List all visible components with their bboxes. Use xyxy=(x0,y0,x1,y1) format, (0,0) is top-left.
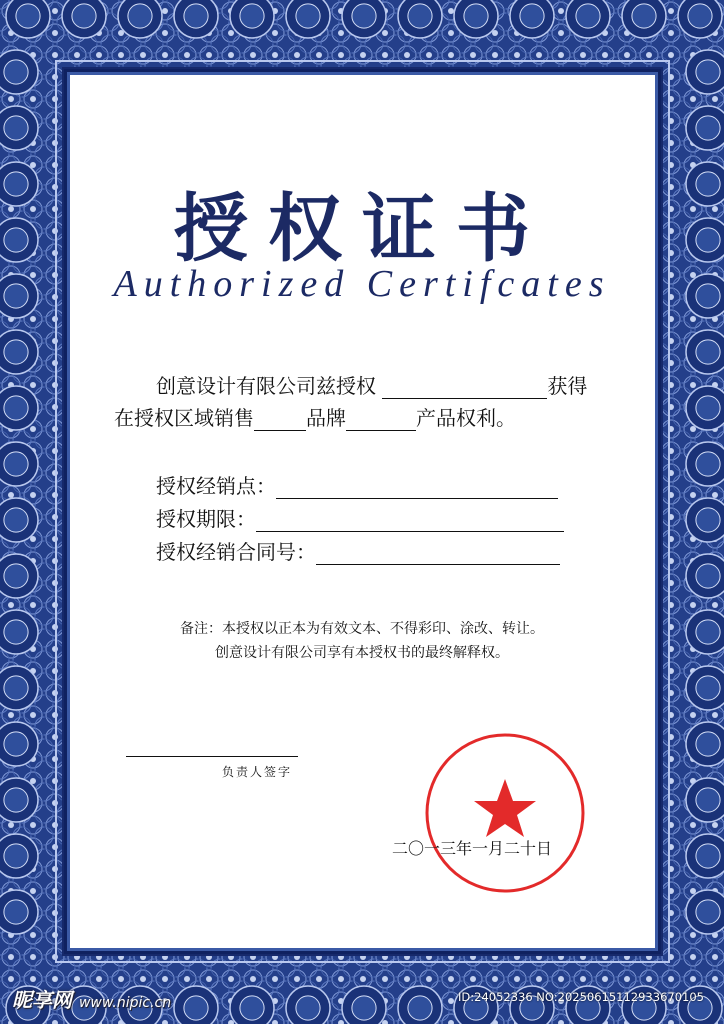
dealer-field xyxy=(156,470,558,499)
red-circle-star-seal-icon xyxy=(424,732,586,894)
certificate-title: 授权证书 xyxy=(174,186,550,272)
watermark-site xyxy=(12,984,171,1013)
certificate-subtitle: Authorized Certifcates xyxy=(113,263,611,305)
region-blank[interactable] xyxy=(254,410,306,431)
period-blank[interactable] xyxy=(256,511,564,532)
issue-date: 二〇一三年一月二十日 xyxy=(392,839,553,858)
authorization-text-2b: 品牌 xyxy=(306,406,346,430)
signature-label: 负责人签字 xyxy=(222,765,293,779)
authorization-line-1 xyxy=(156,370,587,399)
watermark-id: ID:24052336 NO:20250615112933670105 xyxy=(458,990,704,1004)
dealer-label: 授权经销点： xyxy=(156,474,276,498)
watermark-site-url: www.nipic.cn xyxy=(78,995,172,1011)
note-line-2: 创意设计有限公司享有本授权书的最终解释权。 xyxy=(215,645,509,661)
signature-line[interactable] xyxy=(126,756,298,757)
brand-blank[interactable] xyxy=(346,410,416,431)
period-label: 授权期限： xyxy=(156,507,256,531)
note-line-1: 备注：本授权以正本为有效文本、不得彩印、涂改、转让。 xyxy=(180,621,544,637)
authorization-line-2 xyxy=(114,402,516,431)
authorization-text-1a: 创意设计有限公司兹授权 xyxy=(156,374,376,398)
authorization-text-2a: 在授权区域销售 xyxy=(114,406,254,430)
licensee-blank[interactable] xyxy=(382,378,547,399)
period-field xyxy=(156,503,564,532)
watermark-site-cn: 昵享网 xyxy=(12,988,72,1012)
dealer-blank[interactable] xyxy=(276,478,558,499)
authorization-text-1b: 获得 xyxy=(547,374,588,398)
authorization-text-2c: 产品权利。 xyxy=(416,406,516,430)
contract-blank[interactable] xyxy=(316,544,560,565)
contract-label: 授权经销合同号： xyxy=(156,540,316,564)
contract-field xyxy=(156,536,560,565)
